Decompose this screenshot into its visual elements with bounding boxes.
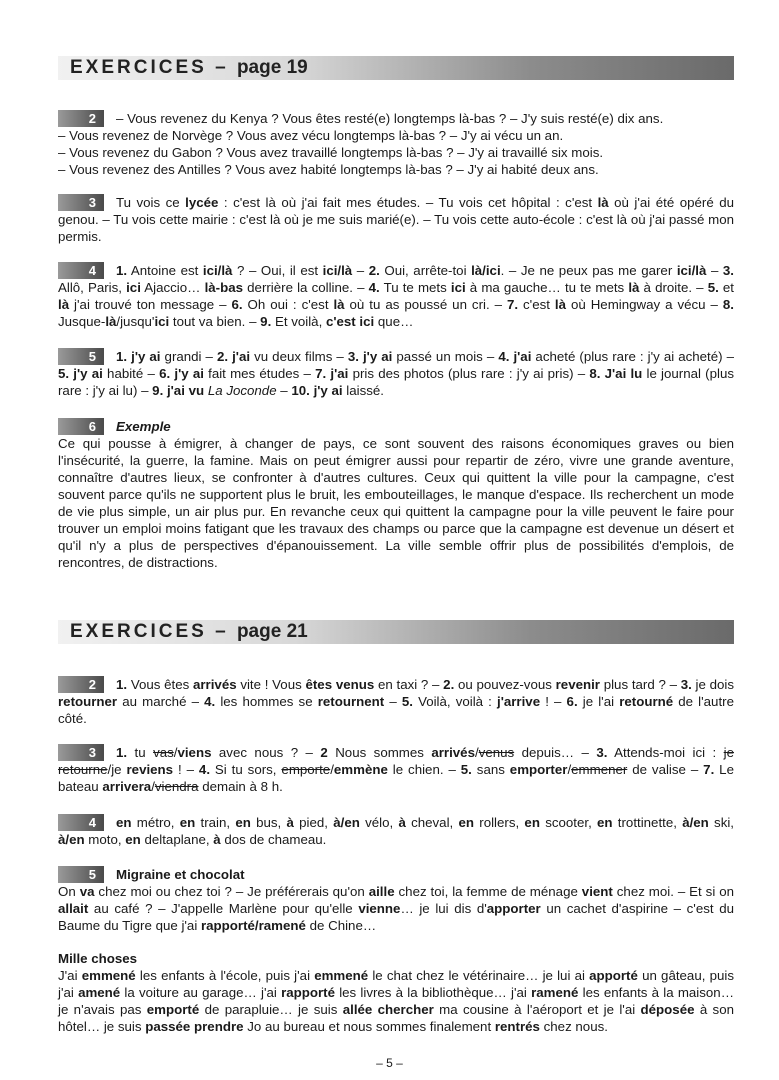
exercise-number: 5 (58, 348, 104, 365)
exercise-number: 3 (58, 194, 104, 211)
section-banner-page-21 (58, 620, 734, 644)
banner-title: EXERCICES – page 19 (70, 57, 308, 78)
exercise-2-p21: 2 1. Vous êtes arrivés vite ! Vous êtes venus en taxi ? – 2. ou pouvez-vous revenir plus tard ? – 3. je dois retourner au marché – 4. les hommes se retournent – 5. Voilà, voilà : j'arrive ! – 6. je l'ai retourné de l'autre côté. (58, 677, 735, 726)
exercise-number: 6 (58, 418, 104, 435)
page-number: – 5 – (376, 1056, 403, 1070)
subsection-title: Mille choses (58, 951, 138, 966)
exercise-2-p19: 2 – Vous revenez du Kenya ? Vous êtes resté(e) longtemps là-bas ? – J'y suis resté(e) dix ans. – Vous revenez de Norvège ? Vous avez vécu longtemps là-bas ? – J'y ai vécu un an. – Vous revenez du Gabon ? Vous avez travaillé longtemps là-bas ? – J'y ai travaillé six mois. – Vous revenez des Antilles ? Vous avez habité longtemps là-bas ? – J'y ai habité deux ans. (58, 111, 664, 177)
exercise-5-p19: 5 1. j'y ai grandi – 2. j'ai vu deux films – 3. j'y ai passé un mois – 4. j'ai acheté (plus rare : j'y ai acheté) – 5. j'y ai habité – 6. j'y ai fait mes études – 7. j'ai pris des photos (plus rare : j'y ai pris) – 8. J'ai lu le journal (plus rare : j'y ai lu) – 9. j'ai vu La Joconde – 10. j'y ai laissé. (58, 349, 735, 398)
exercise-3-p19: 3 Tu vois ce lycée : c'est là où j'ai fait mes études. – Tu vois cet hôpital : c'est là où j'ai été opéré du genou. – Tu vois cette mairie : c'est là où je me suis marié(e). – Tu vois cette auto-école : c'est là où j'ai passé mon permis. (58, 195, 734, 244)
section-banner-page-19 (58, 56, 734, 80)
exercise-6-text: Ce qui pousse à émigrer, à changer de pays, ce sont souvent des raisons économiques graves ou bien l'insécurité, la guerre, la famine. Mais on peut émigrer aussi pour repartir de zéro, vivre une grande aventure, connaître d'autres lieux, se confronter à d'autres cultures. Ceux qui quittent la ville pour la campagne, c'est souvent parce qu'ils ne supportent plus le bruit, les embouteillages, le manque d'espace. Ils recherchent un mode de vie plus simple, un air plus pur. En revanche ceux qui quittent la campagne pour la ville peuvent le faire pour trouver un emploi moins fatigant que les travaux des champs ou parce que la campagne est devenue un désert et qu'il n'y a plus de perspectives d'épanouissement. La ville semble offrir plus de possibilités d'emplois, de rencontres, de distractions. (58, 436, 734, 570)
exercise-6-p19: 6 Exemple Ce qui pousse à émigrer, à changer de pays, ce sont souvent des raisons économiques graves ou bien l'insécurité, la guerre, la famine. Mais on peut émigrer aussi pour repartir de zéro, vivre une grande aventure, connaître d'autres lieux, se confronter à d'autres cultures. Ceux qui quittent la ville pour la campagne, c'est souvent parce qu'ils ne supportent plus le bruit, les embouteillages, le manque d'espace. Ils recherchent un mode de vie plus simple, un air plus pur. En revanche ceux qui quittent la campagne pour la ville peuvent le faire pour trouver un emploi moins fatigant que les travaux des champs ou parce que la campagne est devenue un désert et qu'il n'y a plus de perspectives d'épanouissement. La ville semble offrir plus de possibilités d'emplois, de rencontres, de distractions. (58, 419, 734, 570)
exercise-number: 3 (58, 744, 104, 761)
exercise-4-p19: 4 1. Antoine est ici/là ? – Oui, il est ici/là – 2. Oui, arrête-toi là/ici. – Je ne peux pas me garer ici/là – 3. Allô, Paris, ici Ajaccio… là-bas derrière la colline. – 4. Tu te mets ici à ma gauche… tu te mets là à droite. – 5. et là j'ai trouvé ton message – 6. Oh oui : c'est là où tu as poussé un cri. – 7. c'est là où Hemingway a vécu – 8. Jusque-là/jusqu'ici tout va bien. – 9. Et voilà, c'est ici que… (58, 263, 734, 329)
exercise-number: 2 (58, 110, 104, 127)
exercise-number: 2 (58, 676, 104, 693)
exercise-number: 4 (58, 262, 104, 279)
exercise-number: 5 (58, 866, 104, 883)
exercise-5-p21: 5 Migraine et chocolat On va chez moi ou chez toi ? – Je préférerais qu'on aille chez toi, la femme de ménage vient chez moi. – Et si on allait au café ? – J'appelle Marlène pour qu'elle vienne… je lui dis d'apporter un cachet d'aspirine – c'est du Baume du Tigre que j'ai rapporté/ramené de Chine… Mille choses J'ai emmené les enfants à l'école, puis j'ai emmené le chat chez le vétérinaire… je lui ai apporté un gâteau, puis j'ai amené la voiture au garage… j'ai rapporté les livres à la bibliothèque… j'ai ramené les enfants à la maison… je n'avais pas emporté de parapluie… je suis allée chercher ma cousine à l'aéroport et je l'ai déposée à son hôtel… je suis passée prendre Jo au bureau et nous sommes finalement rentrés chez nous. (58, 867, 735, 1034)
banner-title: EXERCICES – page 21 (70, 621, 308, 642)
exercise-4-p21: 4 en métro, en train, en bus, à pied, à/en vélo, à cheval, en rollers, en scooter, en trottinette, à/en ski, à/en moto, en deltaplane, à dos de chameau. (58, 815, 734, 847)
exercise-3-p21: 3 1. tu vas/viens avec nous ? – 2 Nous sommes arrivés/venus depuis… – 3. Attends-moi ici : je retourne/je reviens ! – 4. Si tu sors, emporte/emmène le chien. – 5. sans emporter/emmener de valise – 7. Le bateau arrivera/viendra demain à 8 h. (58, 745, 734, 794)
exercise-number: 4 (58, 814, 104, 831)
